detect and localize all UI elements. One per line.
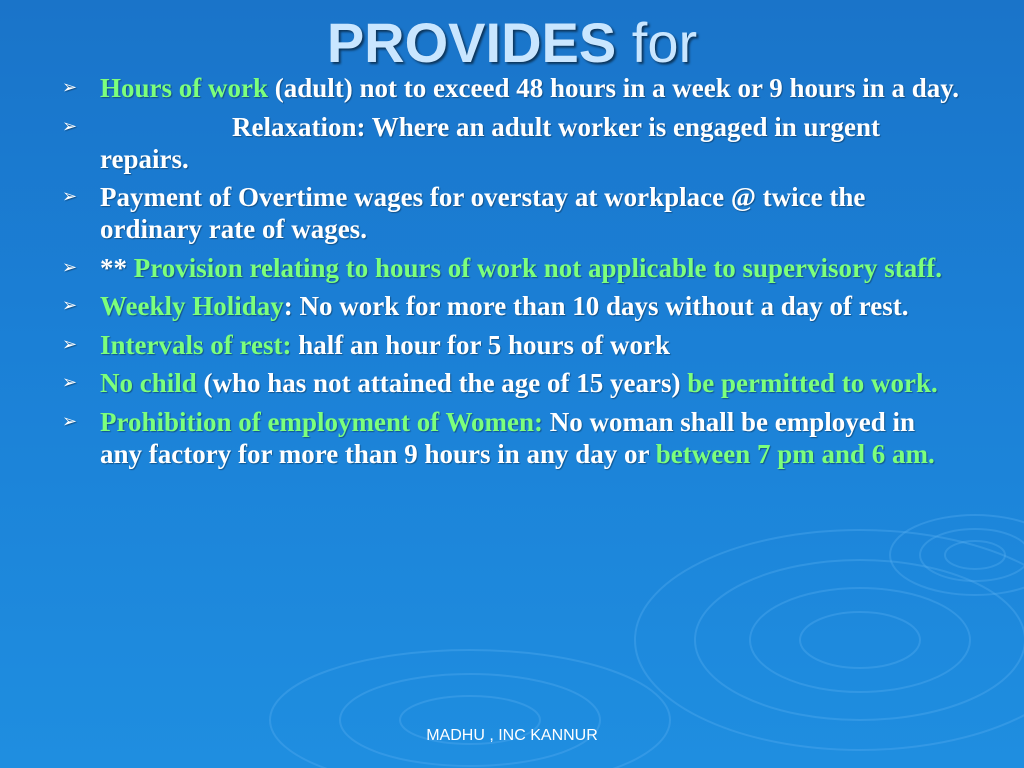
bullet-text-segment: Hours of work <box>100 73 268 103</box>
bullet-text-segment: between 7 pm and 6 am. <box>655 438 935 469</box>
bullet-text-segment: Relaxation: Where an adult worker is engaged in urgent repairs. <box>100 111 881 174</box>
arrow-bullet-icon: ➢ <box>62 186 78 207</box>
arrow-bullet-icon: ➢ <box>62 115 78 137</box>
arrow-bullet-icon: ➢ <box>62 295 78 316</box>
bullet-text-segment: No child <box>100 368 197 398</box>
arrow-bullet-icon: ➢ <box>62 410 78 432</box>
title-normal: for <box>631 11 698 74</box>
bullet-text-segment: be permitted to work. <box>687 368 938 398</box>
arrow-bullet-icon: ➢ <box>62 256 78 278</box>
bullet-item <box>62 252 962 284</box>
bullet-text-segment: No woman shall be employed in any factory for more than 9 hours in any day or <box>100 406 916 469</box>
arrow-bullet-icon: ➢ <box>62 333 78 355</box>
footer-text: MADHU , INC KANNUR <box>426 727 598 744</box>
bullet-item <box>62 181 962 245</box>
bullet-list <box>62 72 962 476</box>
bullet-text-segment: Payment of Overtime wages for overstay at workplace @ twice the ordinary rate of wages. <box>100 182 866 244</box>
bullet-item <box>62 72 962 104</box>
slide-title <box>0 10 1024 76</box>
bullet-text-segment: half an hour for 5 hours of work <box>291 329 671 360</box>
arrow-bullet-icon: ➢ <box>62 77 78 98</box>
bullet-item <box>62 111 962 175</box>
bullet-text-segment: Intervals of rest: <box>100 329 292 360</box>
bullet-item <box>62 406 962 470</box>
title-bold: PROVIDES <box>326 11 617 74</box>
bullet-text-segment: (who has not attained the age of 15 years) <box>196 368 688 398</box>
bullet-text-segment: : No work for more than 10 days without a day of rest. <box>283 291 909 321</box>
bullet-item <box>62 329 962 361</box>
bullet-text-segment: ** <box>100 252 134 283</box>
bullet-text-segment: (adult) not to exceed 48 hours in a week or 9 hours in a day. <box>268 73 960 103</box>
bullet-text-segment: Provision relating to hours of work not applicable to supervisory staff. <box>133 252 943 283</box>
bullet-text-segment: Prohibition of employment of Women: <box>100 406 543 437</box>
bullet-item <box>62 367 962 399</box>
arrow-bullet-icon: ➢ <box>62 372 78 393</box>
bullet-text-segment: Weekly Holiday <box>100 291 284 321</box>
bullet-item <box>62 290 962 322</box>
